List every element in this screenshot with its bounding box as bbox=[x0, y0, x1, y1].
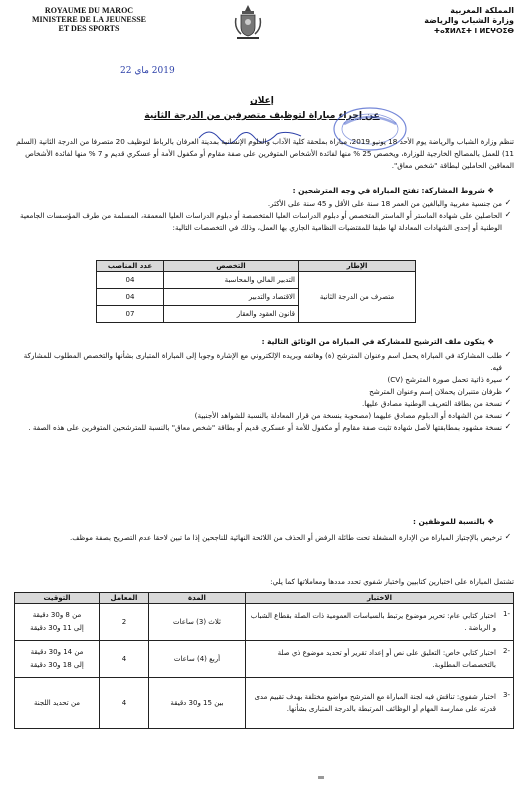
col-header-duration: المدة bbox=[149, 593, 246, 604]
time-end: إلى 11 و30 دقيقة bbox=[30, 624, 84, 632]
col-header-count: عدد المناصب bbox=[97, 261, 164, 272]
documents-heading-text: يتكون ملف الترشيح للمشاركة في المباراة من الوثائق التالية : bbox=[261, 337, 485, 346]
header-ar-line1: المملكة المغربية bbox=[450, 6, 514, 15]
page-title: إعلان bbox=[250, 96, 274, 106]
page-subtitle: عن إجراء مباراة لتوظيف متصرفين من الدرجة الثانية bbox=[144, 110, 380, 121]
exams-intro: تشتمل المباراة على اختبارين كتابيين واختبار شفوي تحدد مددها ومعاملاتها كما يلي: bbox=[270, 577, 514, 586]
time-cell bbox=[15, 641, 100, 678]
duration-cell: أربع (4) ساعات bbox=[149, 641, 246, 678]
check-icon: ✓ bbox=[504, 532, 512, 541]
time-start: من تحديد اللجنة bbox=[33, 699, 81, 707]
check-icon: ✓ bbox=[504, 210, 512, 219]
time-cell bbox=[15, 678, 100, 729]
list-item: ✓ من جنسية مغربية والبالغين من العمر 18 سنة على الأقل و 45 سنة على الأكثر. bbox=[14, 198, 514, 210]
employees-heading-text: بالنسبة للموظفين : bbox=[413, 517, 485, 526]
exam-number: -1 bbox=[503, 610, 510, 618]
coef-cell: 4 bbox=[100, 678, 149, 729]
intro-paragraph: تنظم وزارة الشباب والرياضة يوم الأحد 18 يونيو 2019، مباراة بملحقة كلية الآداب والعلوم الإنسانية بمدينة العرفان بالرباط لتوظيف 20 متصرفا من الدرجة الثانية (السلم 11) للعمل بالمصالح الخارجية للوزارة، ويخصص 25 % منها لفائدة الأشخاص المتوفرين على صفة مقاوم أو مكفول الأمة أو عسكري قديم و 7 % منها لفائدة الأشخاص المعاقين الحاملين لبطاقة "شخص معاق". bbox=[16, 137, 514, 170]
spec-cell: الاقتصاد والتدبير bbox=[164, 289, 299, 306]
spec-cell: التدبير المالي والمحاسبة bbox=[164, 272, 299, 289]
check-icon: ✓ bbox=[504, 374, 512, 383]
posts-table bbox=[96, 260, 416, 323]
conditions-heading bbox=[14, 185, 494, 196]
header-ar-line2: وزارة الشباب والرياضة bbox=[424, 16, 514, 25]
exam-description: اختبار شفوي: تناقش فيه لجنة المباراة مع المترشح مواضيع مختلفة بهدف تقييم مدى قدرته على ممارسة المهام أو الوظائف المرتبطة بالدرجة المتبارى بشأنها. bbox=[254, 693, 496, 713]
col-header-time: التوقيت bbox=[15, 593, 100, 604]
duration-cell: ثلاث (3) ساعات bbox=[149, 604, 246, 641]
exam-description: اختبار كتابي خاص: التعليق على نص أو إعداد تقرير أو تحديد موضوع ذي صلة بالتخصصات المطلوبة. bbox=[277, 649, 496, 669]
list-item: ✓ نسخة مشهود بمطابقتها لأصل شهادة تثبت صفة مقاوم أو مكفول للأمة أو عسكري قديم أو بطاقة "شخص معاق" بالنسبة للمترشحين المتوفرين على هذه الصفة . bbox=[14, 422, 514, 434]
table-row bbox=[97, 272, 416, 289]
table-header-row bbox=[97, 261, 416, 272]
handwritten-date: 2019 ماي 22 bbox=[120, 66, 175, 76]
header-fr-line3: ET DES SPORTS bbox=[58, 24, 120, 33]
table-row bbox=[15, 678, 514, 729]
check-icon: ✓ bbox=[504, 350, 512, 359]
col-header-coef: المعامل bbox=[100, 593, 149, 604]
time-end: إلى 18 و30 دقيقة bbox=[30, 661, 84, 669]
check-icon: ✓ bbox=[504, 410, 512, 419]
documents-heading bbox=[14, 336, 494, 347]
table-row bbox=[15, 604, 514, 641]
list-item: ✓ ظرفان متنبران يحملان إسم وعنوان المترشح bbox=[14, 386, 514, 398]
table-row bbox=[15, 641, 514, 678]
spec-cell: قانون العقود والعقار bbox=[164, 306, 299, 323]
conditions-list bbox=[14, 198, 514, 234]
employees-heading bbox=[14, 516, 494, 527]
diamond-bullet-icon: ❖ bbox=[484, 186, 494, 195]
count-cell: 04 bbox=[97, 289, 164, 306]
duration-cell: بين 15 و30 دقيقة bbox=[149, 678, 246, 729]
count-cell: 07 bbox=[97, 306, 164, 323]
check-icon: ✓ bbox=[504, 198, 512, 207]
header-tifinagh: ⵜⴰⴳⵍⴷⵉⵜ ⵏ ⵍⵎⵖⵔⵉⴱ bbox=[433, 27, 514, 35]
col-header-exam: الاختبار bbox=[246, 593, 514, 604]
list-item: ✓ نسخة من بطاقة التعريف الوطنية مصادق عليها. bbox=[14, 398, 514, 410]
frame-cell: متصرف من الدرجة الثانية bbox=[299, 272, 416, 323]
col-header-spec: التخصص bbox=[164, 261, 299, 272]
list-item: ✓ ترخيص بالإجتياز المباراة من الإدارة المشغلة تحت طائلة الرفض أو الحذف من اللائحة النهائية للناجحين إذا ما تبين لاحقا عدم التصريح بصفة موظف. bbox=[14, 532, 514, 544]
list-item: ✓ طلب المشاركة في المباراة يحمل اسم وعنوان المترشح (ة) وهاتفه وبريده الإلكتروني مع الإشارة وجوبا إلى المباراة المتبارى بشأنها والتخصص المطلوب للمشاركة فيه. bbox=[14, 350, 514, 374]
list-item: ✓ الحاصلين على شهادة الماستر أو الماستر المتخصص أو دبلوم الدراسات العليا المتخصصة أو دبلوم الدراسات العليا المعمقة، المسلمة من طرف المؤسسات الجامعية الوطنية أو إحدى الشهادات المعادلة لها طبقا للمقتضيات النظامية الجاري بها العمل، وذلك في التخصصات التالية: bbox=[14, 210, 514, 234]
diamond-bullet-icon: ❖ bbox=[484, 517, 494, 526]
exam-number: -2 bbox=[503, 647, 510, 655]
check-icon: ✓ bbox=[504, 386, 512, 395]
time-cell bbox=[15, 604, 100, 641]
coat-of-arms-icon bbox=[233, 4, 263, 44]
diamond-bullet-icon: ❖ bbox=[484, 337, 494, 346]
header-fr-line1: ROYAUME DU MAROC bbox=[44, 6, 134, 15]
header-ar bbox=[364, 6, 514, 36]
count-cell: 04 bbox=[97, 272, 164, 289]
list-item: ✓ سيرة ذاتية تحمل صورة المترشح (CV) bbox=[14, 374, 514, 386]
time-start: من 8 و30 دقيقة bbox=[32, 611, 82, 619]
page-mark bbox=[318, 776, 324, 779]
check-icon: ✓ bbox=[504, 398, 512, 407]
table-header-row bbox=[15, 593, 514, 604]
col-header-frame: الإطار bbox=[299, 261, 416, 272]
time-start: من 14 و30 دقيقة bbox=[30, 648, 84, 656]
exam-description: اختبار كتابي عام: تحرير موضوع يرتبط بالسياسات العمومية ذات الصلة بقطاع الشباب و الرياضة . bbox=[250, 612, 496, 632]
exams-table bbox=[14, 592, 514, 729]
conditions-heading-text: شروط المشاركة: تفتح المباراة في وجه المترشحين : bbox=[292, 186, 485, 195]
coef-cell: 2 bbox=[100, 604, 149, 641]
exam-number: -3 bbox=[503, 691, 510, 699]
coef-cell: 4 bbox=[100, 641, 149, 678]
header-fr bbox=[14, 6, 164, 33]
header-fr-line2: MINISTERE DE LA JEUNESSE bbox=[31, 15, 147, 24]
check-icon: ✓ bbox=[504, 422, 512, 431]
employees-list bbox=[14, 532, 514, 544]
documents-list bbox=[14, 350, 514, 434]
list-item: ✓ نسخة من الشهادة أو الدبلوم مصادق عليهما (مصحوبة بنسخة من قرار المعادلة بالنسبة للشواهد الأجنبية) bbox=[14, 410, 514, 422]
